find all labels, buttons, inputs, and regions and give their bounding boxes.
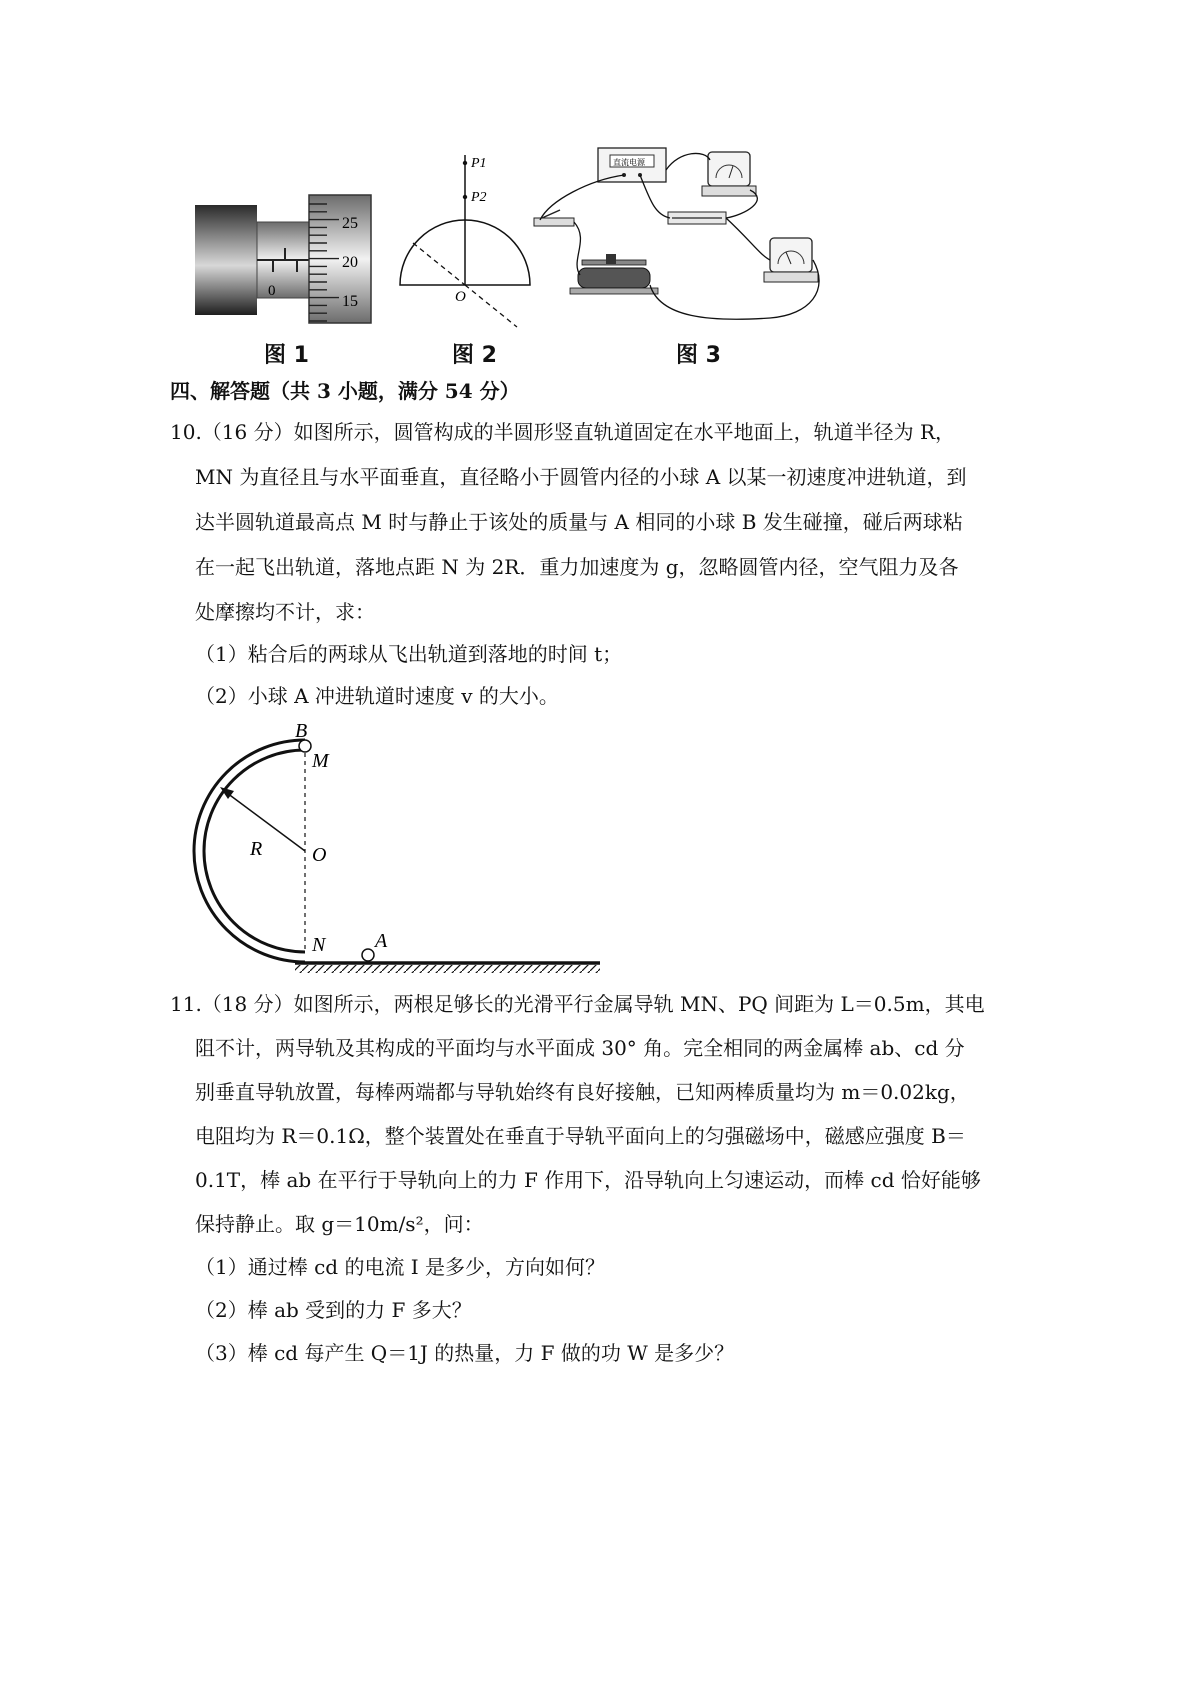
label-b: B [295, 720, 308, 742]
q11-line-6: 保持静止。取 g＝10m/s²，问： [195, 1212, 484, 1236]
label-o: O [312, 844, 327, 866]
figure-3-caption: 图 3 [676, 343, 721, 368]
q11-subquestion-3: （3）棒 cd 每产生 Q＝1J 的热量，力 F 做的功 W 是多少？ [195, 1341, 735, 1365]
q10-line-1: 10.（16 分）如图所示，圆管构成的半圆形竖直轨道固定在水平地面上，轨道半径为 R， [170, 420, 956, 444]
q10-line-4: 在一起飞出轨道，落地点距 N 为 2R．重力加速度为 g，忽略圆管内径，空气阻力及各 [195, 555, 959, 579]
q10-line-3: 达半圆轨道最高点 M 时与静止于该处的质量与 A 相同的小球 B 发生碰撞，碰后两球粘 [195, 510, 963, 534]
figure-2-caption: 图 2 [452, 343, 497, 368]
label-a: A [375, 930, 388, 952]
label-r: R [250, 838, 263, 860]
label-o: O [455, 289, 466, 305]
q10-line-2: MN 为直径且与水平面垂直，直径略小于圆管内径的小球 A 以某一初速度冲进轨道，到 [195, 465, 967, 489]
q11-line-5: 0.1T，棒 ab 在平行于导轨向上的力 F 作用下，沿导轨向上匀速运动，而棒 cd 恰好能够 [195, 1168, 981, 1192]
figure-3-circuit [530, 140, 840, 330]
figure-1-micrometer [195, 190, 375, 325]
q10-subquestion-1: （1）粘合后的两球从飞出轨道到落地的时间 t； [195, 642, 623, 666]
q11-line-4: 电阻均为 R＝0.1Ω，整个装置处在垂直于导轨平面向上的匀强磁场中，磁感应强度 B＝ [195, 1124, 966, 1148]
q10-track-diagram [190, 715, 610, 980]
figure-2-refraction [395, 145, 540, 330]
figure-1-caption: 图 1 [264, 343, 309, 368]
scale-label-20: 20 [342, 254, 358, 271]
label-p1: P1 [471, 156, 487, 171]
section-heading: 四、解答题（共 3 小题，满分 54 分） [170, 379, 520, 403]
q11-line-1: 11.（18 分）如图所示，两根足够长的光滑平行金属导轨 MN、PQ 间距为 L＝0.5m，其电 [170, 992, 985, 1016]
scale-label-25: 25 [342, 215, 358, 232]
label-n: N [312, 934, 326, 956]
q11-subquestion-1: （1）通过棒 cd 的电流 I 是多少，方向如何？ [195, 1255, 606, 1279]
scale-label-15: 15 [342, 293, 358, 310]
q11-line-2: 阻不计，两导轨及其构成的平面均与水平面成 30° 角。完全相同的两金属棒 ab、cd 分 [195, 1036, 965, 1060]
label-p2: P2 [471, 190, 487, 205]
label-m: M [312, 750, 329, 772]
q10-subquestion-2: （2）小球 A 冲进轨道时速度 v 的大小。 [195, 684, 559, 708]
q10-line-5: 处摩擦均不计，求： [195, 600, 375, 624]
q11-line-3: 别垂直导轨放置，每棒两端都与导轨始终有良好接触，已知两棒质量均为 m＝0.02kg， [195, 1080, 970, 1104]
sleeve-zero-label: 0 [268, 283, 276, 299]
power-supply-label: 直流电源 [613, 158, 645, 167]
q11-subquestion-2: （2）棒 ab 受到的力 F 多大？ [195, 1298, 472, 1322]
